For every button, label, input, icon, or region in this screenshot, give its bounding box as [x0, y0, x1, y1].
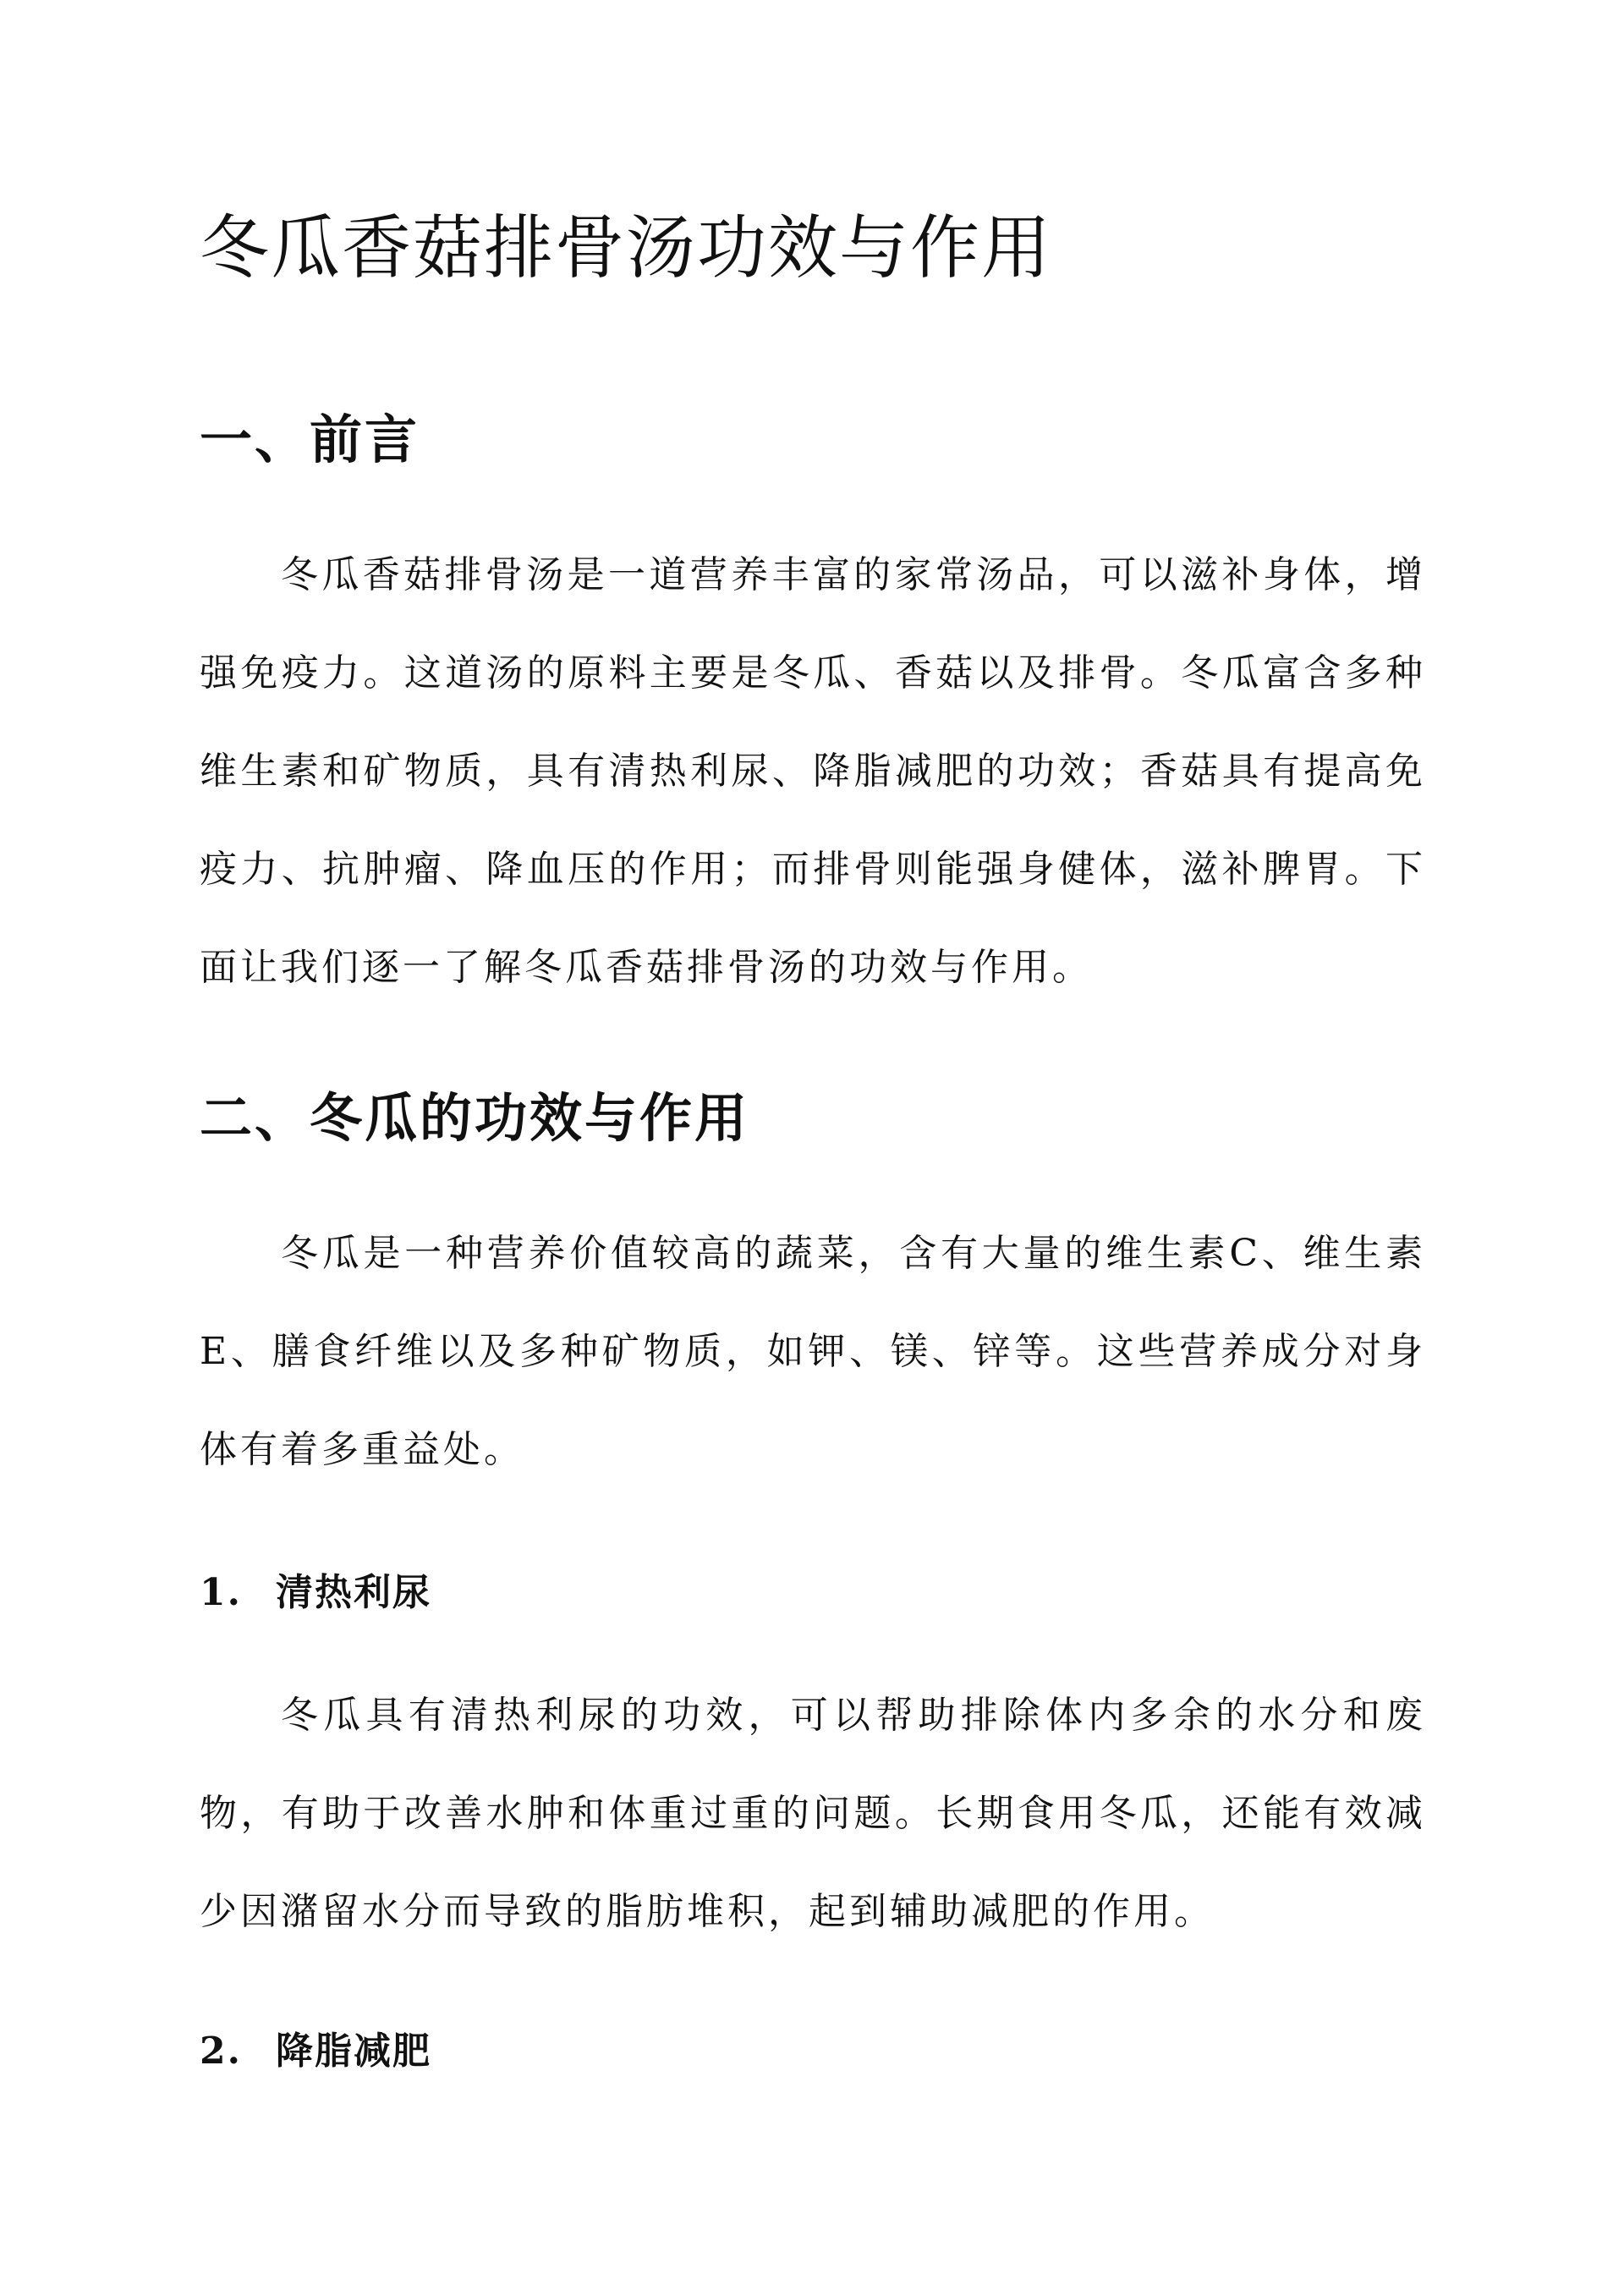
winter-melon-intro-paragraph: 冬瓜是一种营养价值较高的蔬菜，含有大量的维生素C、维生素E、膳食纤维以及多种矿物质，如钾、镁、锌等。这些营养成分对身体有着多重益处。 — [200, 1232, 1426, 1471]
heat-diuretic-paragraph: 冬瓜具有清热利尿的功效，可以帮助排除体内多余的水分和废物，有助于改善水肿和体重过重的问题。长期食用冬瓜，还能有效减少因潴留水分而导致的脂肪堆积，起到辅助减肥的作用。 — [200, 1694, 1426, 1933]
preface-paragraph: 冬瓜香菇排骨汤是一道营养丰富的家常汤品，可以滋补身体，增强免疫力。这道汤的原料主要是冬瓜、香菇以及排骨。冬瓜富含多种维生素和矿物质，具有清热利尿、降脂减肥的功效；香菇具有提高免疫力、抗肿瘤、降血压的作用；而排骨则能强身健体，滋补脾胃。下面让我们逐一了解冬瓜香菇排骨汤的功效与作用。 — [200, 553, 1426, 989]
subsection-heading-heat-diuretic — [200, 1562, 431, 1616]
subsection-title: 清热利尿 — [276, 1571, 431, 1614]
subsection-number: 2. — [200, 2030, 242, 2073]
subsection-title: 降脂减肥 — [276, 2030, 431, 2073]
section-heading-preface: 一、前言 — [200, 409, 420, 470]
subsection-heading-lipid-weight — [200, 2020, 431, 2074]
section-heading-winter-melon: 二、冬瓜的功效与作用 — [200, 1087, 750, 1149]
document-title: 冬瓜香菇排骨汤功效与作用 — [200, 208, 1053, 288]
subsection-number: 1. — [200, 1571, 242, 1614]
